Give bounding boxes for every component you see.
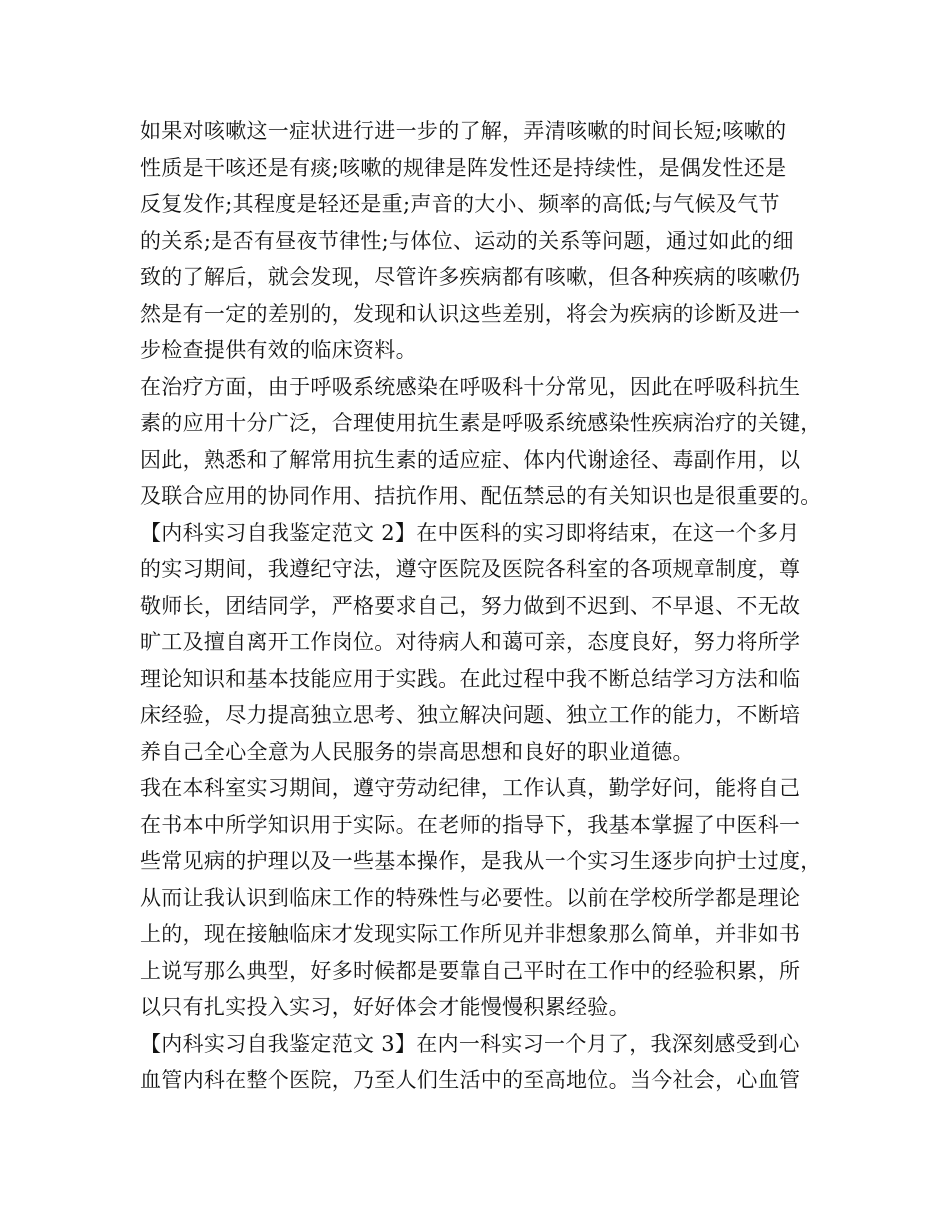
text-line: 养自己全心全意为人民服务的崇高思想和良好的职业道德。 [140, 739, 694, 764]
text-line: 的实习期间，我遵纪守法，遵守医院及医院各科室的各项规章制度，尊 [140, 557, 801, 581]
text-line: 因此，熟悉和了解常用抗生素的适应症、体内代谢途径、毒副作用，以 [140, 447, 801, 472]
document-body-text [140, 113, 840, 1099]
text-line: 些常见病的护理以及一些基本操作，是我从一个实习生逐步向护士过度， [140, 849, 822, 873]
text-line: 在书本中所学知识用于实际。在老师的指导下，我基本掌握了中医科一 [140, 812, 801, 837]
text-line: 血管内科在整个医院，乃至人们生活中的至高地位。当今社会，心血管 [140, 1068, 801, 1092]
text-line: 旷工及擅自离开工作岗位。对待病人和蔼可亲，态度良好，努力将所学 [140, 630, 801, 654]
text-line: 致的了解后，就会发现，尽管许多疾病都有咳嗽，但各种疾病的咳嗽仍 [140, 265, 801, 289]
text-line: 反复发作;其程度是轻还是重;声音的大小、频率的高低;与气候及气节 [140, 192, 780, 216]
section-heading-line: 【内科实习自我鉴定范文 2】在中医科的实习即将结束，在这一个多月 [140, 520, 800, 545]
text-line: 的关系;是否有昼夜节律性;与体位、运动的关系等问题，通过如此的细 [140, 228, 794, 253]
text-line: 敬师长，团结同学，严格要求自己，努力做到不迟到、不早退、不无故 [140, 593, 801, 618]
text-line: 在治疗方面，由于呼吸系统感染在呼吸科十分常见，因此在呼吸科抗生 [140, 374, 801, 399]
text-line: 从而让我认识到临床工作的特殊性与必要性。以前在学校所学都是理论 [140, 885, 801, 910]
text-line: 步检查提供有效的临床资料。 [140, 338, 417, 362]
text-line: 我在本科室实习期间，遵守劳动纪律，工作认真，勤学好问，能将自己 [140, 776, 801, 800]
text-line: 上的，现在接触临床才发现实际工作所见并非想象那么简单，并非如书 [140, 922, 801, 946]
text-line: 及联合应用的协同作用、拮抗作用、配伍禁忌的有关知识也是很重要的。 [140, 484, 822, 508]
text-line: 理论知识和基本技能应用于实践。在此过程中我不断总结学习方法和临 [140, 666, 801, 691]
text-line: 上说写那么典型，好多时候都是要靠自己平时在工作中的经验积累，所 [140, 958, 801, 983]
text-line: 素的应用十分广泛，合理使用抗生素是呼吸系统感染性疾病治疗的关键， [140, 411, 822, 435]
text-line: 然是有一定的差别的，发现和认识这些差别，将会为疾病的诊断及进一 [140, 301, 801, 326]
text-line: 性质是干咳还是有痰;咳嗽的规律是阵发性还是持续性，是偶发性还是 [140, 155, 787, 180]
text-line: 以只有扎实投入实习，好好体会才能慢慢积累经验。 [140, 995, 630, 1019]
text-line: 床经验，尽力提高独立思考、独立解决问题、独立工作的能力，不断培 [140, 703, 801, 727]
text-line: 如果对咳嗽这一症状进行进一步的了解，弄清咳嗽的时间长短;咳嗽的 [140, 119, 787, 143]
section-heading-line: 【内科实习自我鉴定范文 3】在内一科实习一个月了，我深刻感受到心 [140, 1031, 800, 1056]
